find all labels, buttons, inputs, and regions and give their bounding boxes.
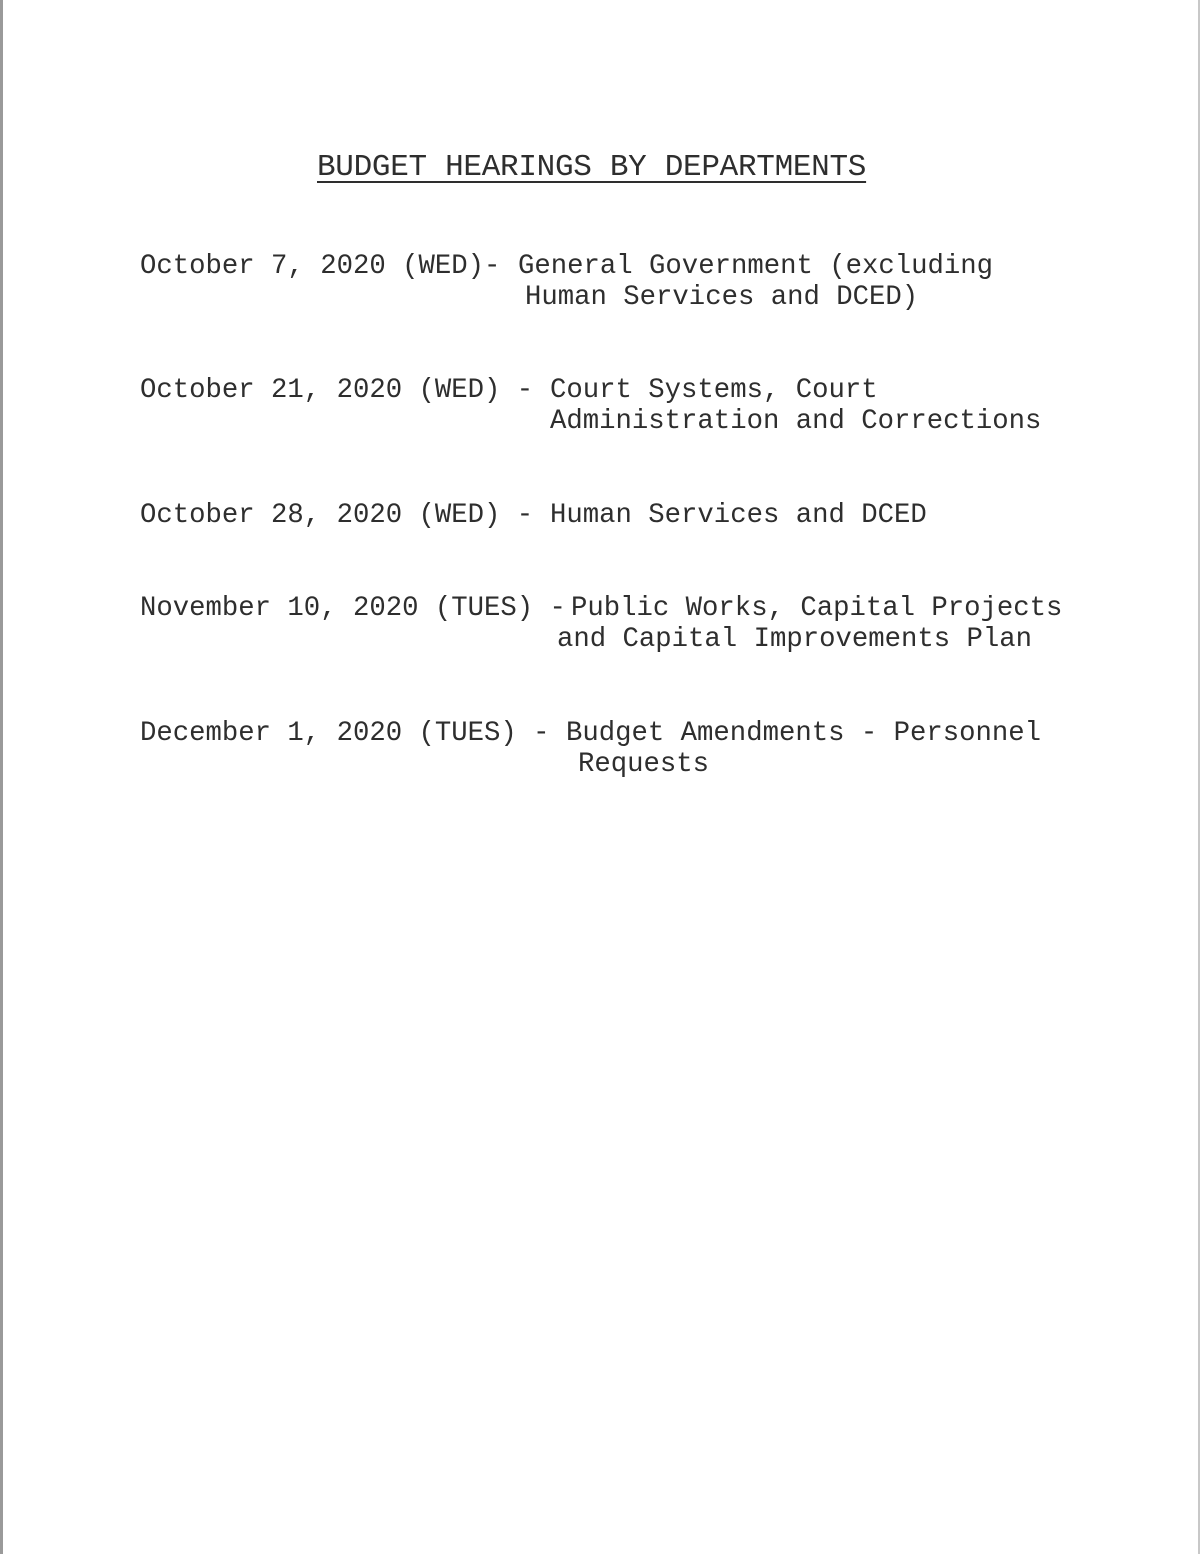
hearing-description-cont: Administration and Corrections <box>550 406 1042 437</box>
hearing-description: Public Works, Capital Projects <box>571 593 1063 624</box>
hearing-description-cont: Human Services and DCED) <box>525 282 919 313</box>
hearing-date: November 10, 2020 (TUES) - <box>140 593 566 624</box>
scan-edge-left <box>0 0 3 1554</box>
hearing-description: Court Systems, Court <box>550 375 878 406</box>
hearing-description: Human Services and DCED <box>550 500 927 531</box>
hearing-date: October 21, 2020 (WED) - <box>140 375 534 406</box>
hearing-description: General Government (excluding <box>518 251 994 282</box>
hearing-date: October 7, 2020 (WED)- <box>140 251 501 282</box>
hearing-date: October 28, 2020 (WED) - <box>140 500 534 531</box>
hearing-date: December 1, 2020 (TUES) - <box>140 718 550 749</box>
hearing-description-cont: and Capital Improvements Plan <box>557 624 1033 655</box>
hearing-description: Budget Amendments - Personnel <box>566 718 1042 749</box>
hearing-description-cont: Requests <box>578 749 710 780</box>
page-title: BUDGET HEARINGS BY DEPARTMENTS <box>317 150 867 185</box>
